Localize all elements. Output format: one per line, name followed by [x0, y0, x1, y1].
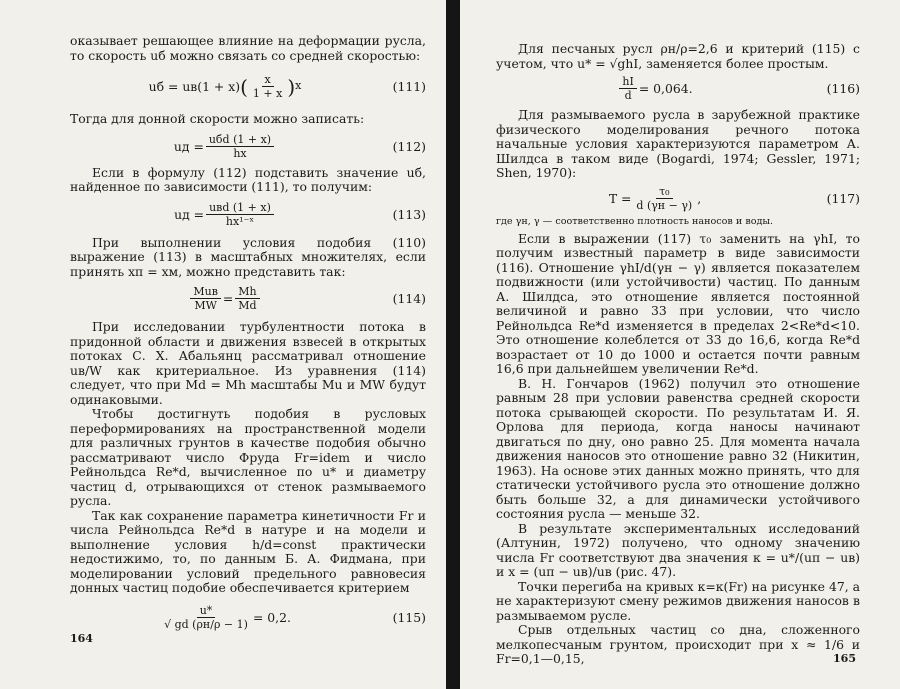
fraction [206, 133, 274, 160]
equation-114 [70, 285, 426, 312]
equation-lhs: uд = [173, 138, 204, 154]
fraction-denominator: hx¹⁻ˣ [225, 214, 255, 228]
fraction-numerator: u* [197, 604, 216, 618]
equation-tail: , [697, 190, 702, 206]
footnote: где γн, γ — соответственно плотность наносов и воды. [496, 215, 774, 227]
fraction-denominator: Md [238, 299, 257, 312]
equation-115 [70, 604, 426, 631]
fraction-denominator: 1 + x [252, 87, 283, 100]
equation-number: (114) [392, 291, 426, 306]
fraction [206, 201, 274, 228]
fraction-numerator: uвd (1 + x) [206, 201, 274, 215]
fraction [235, 285, 259, 312]
equation-number: (113) [392, 206, 426, 222]
equation-lhs: T = [608, 190, 632, 206]
page-number: 164 [70, 632, 93, 645]
paragraph: В. Н. Гончаров (1962) получил это отношение равным 28 при условии равенства средней скорости потока срывающей скорости. По результатам И. Я. Орлова для периода, когда наносы начинают двигаться по дну, оно равно 25. Для момента начала движения наносов это отношение равно 32 (Никитин, 1963). На основе этих данных можно принять, что для статически устойчивого русла это отношение должно быть больше 32, а для динамически устойчивого состояния русла — меньше 32. [496, 375, 860, 521]
fraction-denominator: d [624, 89, 632, 102]
paragraph: В результате экспериментальных исследований (Алтунин, 1972) получено, что одному значению числа Fr соответствуют два значения κ = u*/(uп − uв) и x = (uп − uв)/uв (рис. 47). [496, 520, 860, 579]
fraction-denominator: MW [194, 299, 217, 312]
right-page [460, 0, 900, 689]
paragraph: Срыв отдельных частиц со дна, сложенного мелкопесчаным грунтом, происходит при x ≈ 1/6 и Fr=0,1—0,15, [496, 622, 860, 666]
fraction-numerator: Mh [235, 285, 259, 299]
paragraph: При выполнении условия подобия (110) выражение (113) в масштабных множителях, если принять xп = xм, можно представить так: [70, 234, 426, 279]
paragraph: Чтобы достигнуть подобия в русловых переформированиях на пространственной модели для различных грунтов в качестве подобия обычно рассматривают число Фруда Fr=idem и число Рейнольдса Re*d, вычисленное по u* и диаметру частиц d, отрывающихся от стенок размываемого русла. [70, 406, 426, 508]
equation-116 [496, 75, 860, 102]
fraction [619, 75, 636, 102]
paragraph: Для размываемого русла в зарубежной практике физического моделирования речного потока начальные условия характеризуются параметром А. Шилдса в таком виде (Bogardi, 1974; Gessler, 1971; Shen, 1970): [496, 107, 860, 180]
equation-lhs: uб = uв(1 + x) [148, 79, 241, 94]
paragraph: Точки перегиба на кривых κ=κ(Fr) на рисунке 47, а не характеризуют смену режимов движения наносов в размываемом русле. [496, 578, 860, 623]
paragraph: Так как сохранение параметра кинетичности Fr и числа Рейнольдса Re*d в натуре и на модели и выполнение условия h/d=const практически недостижимо, то, по данным Б. А. Фидмана, при моделировании условий предельного равновесия донных частиц подобие обеспечивается критерием [70, 507, 426, 595]
equation-112 [70, 133, 426, 160]
fraction-denominator: d (γн − γ) [636, 198, 693, 212]
equation-number: (112) [392, 138, 426, 154]
fraction-denominator: √ gd (ρн/ρ − 1) [164, 617, 248, 631]
fraction-numerator: uбd (1 + x) [206, 133, 274, 147]
paragraph: оказывает решающее влияние на деформации русла, то скорость uб можно связать со средней скоростью: [70, 33, 426, 63]
fraction [633, 185, 695, 212]
equation-rhs: = 0,064. [638, 81, 693, 96]
fraction [250, 73, 285, 100]
equation-exponent: x [295, 79, 302, 92]
equation-rhs: = 0,2. [252, 609, 291, 625]
paragraph: Для песчаных русл ρн/ρ=2,6 и критерий (115) с учетом, что u* = √ghI, заменяется более простым. [496, 41, 860, 71]
fraction-numerator: Muв [190, 285, 221, 299]
fraction-numerator: τ₀ [656, 185, 673, 199]
paragraph: Если в выражении (117) τ₀ заменить на γhI, то получим известный параметр в виде зависимости (116). Отношение γhI/d(γн − γ) является показателем подвижности (или устойчивости) частиц. По данным А. Шилдса, это отношение является постоянной величиной и равно 33 при условии, что число Рейнольдса Re*d изменяется в пределах 2<Re*d<10. Это отношение колеблется от 33 до 16,6, когда Re*d возрастает от 10 до 1000 и остается почти равным 16,6 при дальнейшем увеличении Re*d. [496, 230, 860, 376]
paragraph: При исследовании турбулентности потока в придонной области и движения взвесей в открытых потоках С. Х. Абальянц рассматривал отношение uв/W как критериальное. Из уравнения (114) следует, что при Md = Mh масштабы Mu и MW будут одинаковыми. [70, 319, 426, 407]
equation-lhs: uд = [174, 206, 205, 222]
equation-117 [496, 185, 860, 212]
book-gutter [446, 0, 460, 689]
left-page [0, 0, 446, 689]
equation-number: (117) [826, 190, 860, 206]
paragraph: Если в формулу (112) подставить значение uб, найденное по зависимости (111), то получим: [70, 164, 426, 194]
equation-111: uб = uв(1 + x) ( $\frac{x}{1 + x}$ ) x (111) [148, 73, 426, 100]
paragraph: Тогда для донной скорости можно записать: [70, 111, 365, 126]
equation-number: (115) [392, 609, 426, 625]
equation-number: (111) [392, 79, 426, 94]
page-number: 165 [833, 652, 856, 665]
fraction-denominator: hx [233, 146, 247, 160]
fraction-numerator: x [262, 73, 274, 87]
fraction [190, 285, 221, 312]
equation-113 [70, 201, 426, 228]
equals-sign: = [222, 291, 234, 306]
fraction [161, 604, 251, 631]
fraction-numerator: hI [619, 75, 636, 89]
equation-number: (116) [826, 81, 860, 96]
